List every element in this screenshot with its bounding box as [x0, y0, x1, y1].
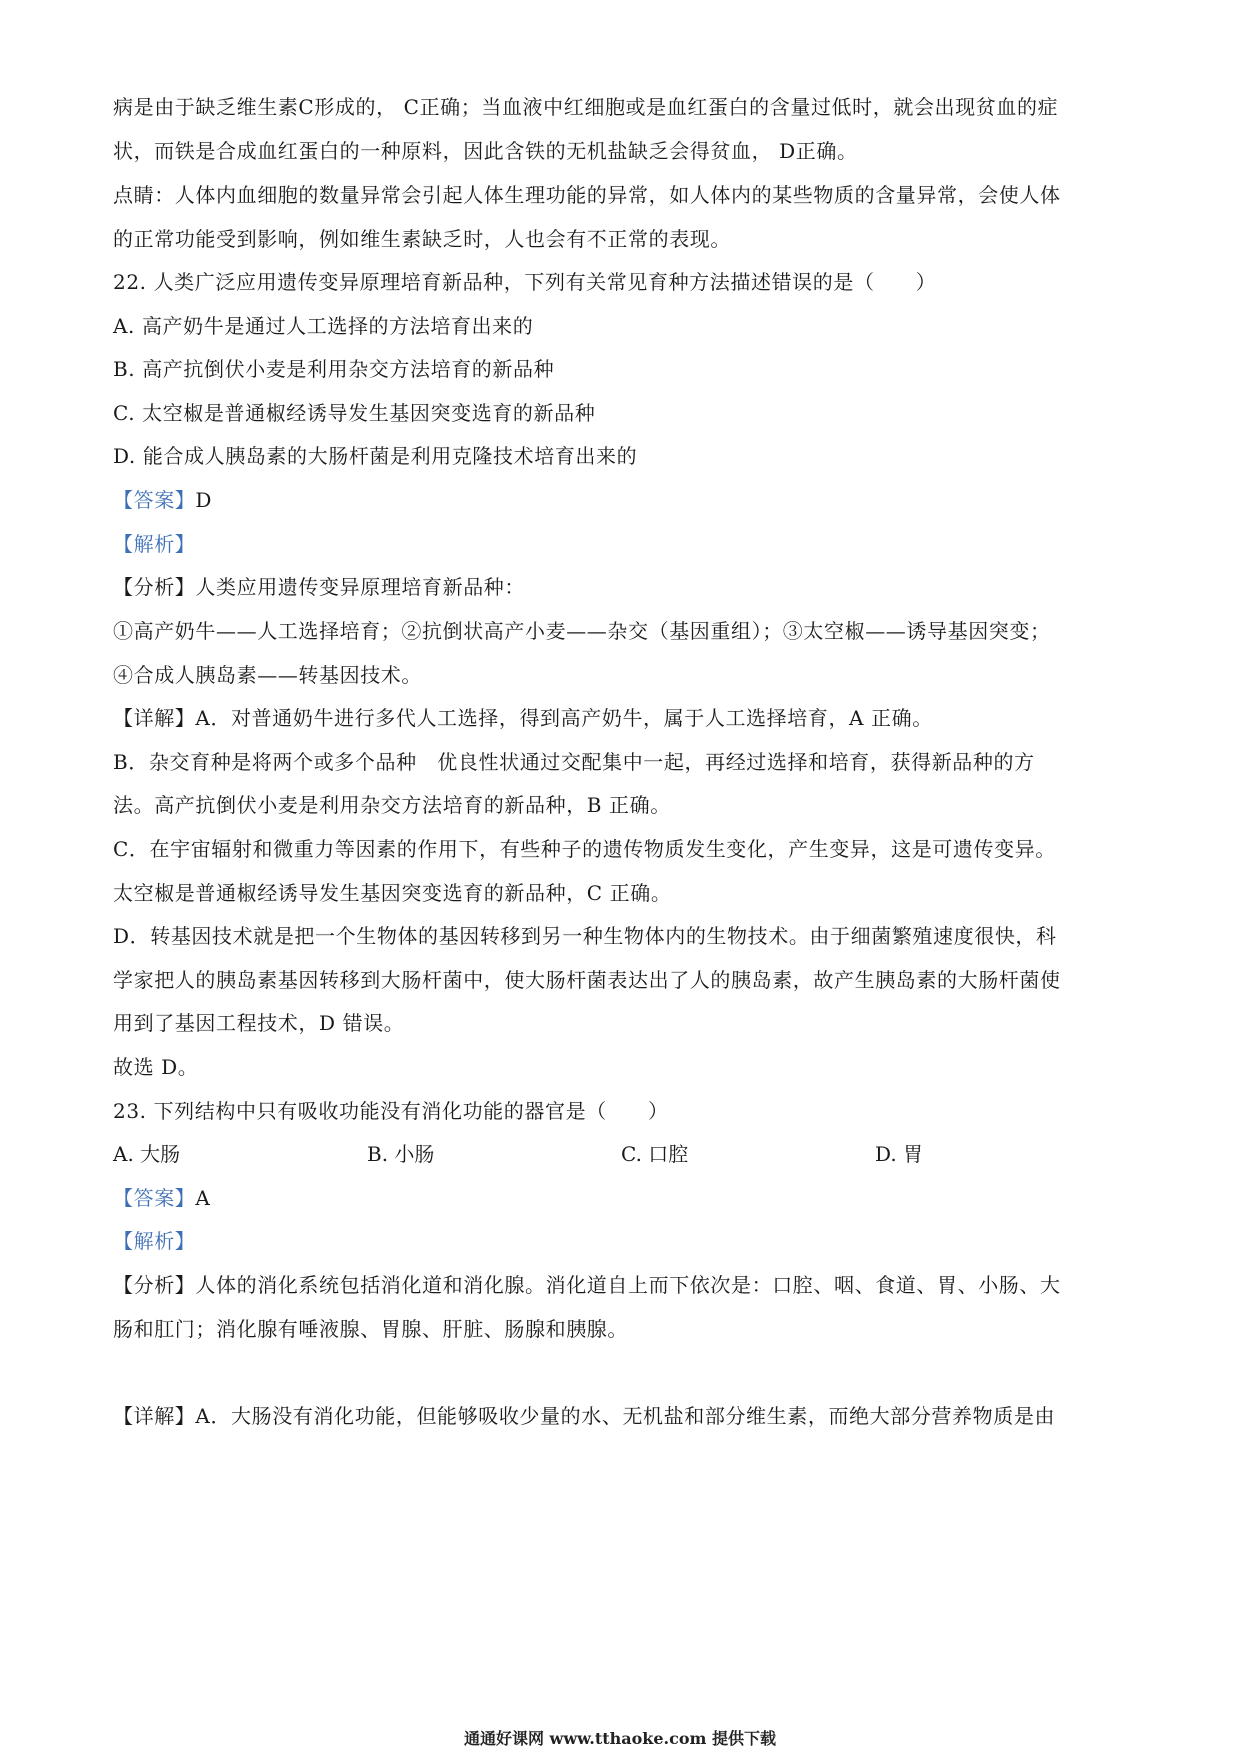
fenxi-text: 人体的消化系统包括消化道和消化腺。消化道自上而下依次是：口腔、咽、食道、胃、小肠、大: [195, 1273, 1061, 1297]
text-line: 故选 D。: [113, 1055, 199, 1079]
question-22-analysis: [113, 530, 195, 558]
question-22-option-d: D. 能合成人胰岛素的大肠杆菌是利用克隆技术培育出来的: [113, 444, 638, 468]
answer-tag: 【答案】: [113, 1186, 196, 1210]
text-line: 点睛：人体内血细胞的数量异常会引起人体生理功能的异常，如人体内的某些物质的含量异常，会使人体: [113, 183, 1061, 207]
text-line: ①高产奶牛——人工选择培育；②抗倒状高产小麦——杂交（基因重组）；③太空椒——诱导基因突变；: [113, 619, 1051, 643]
question-22-answer: [113, 486, 212, 514]
question-23-option-c: C. 口腔: [621, 1142, 689, 1166]
question-23-option-a: A. 大肠: [113, 1142, 181, 1166]
question-22-option-a: A. 高产奶牛是通过人工选择的方法培育出来的: [113, 314, 534, 338]
question-23-detail: [113, 1402, 1055, 1430]
answer-value: D: [195, 488, 213, 512]
text-line: 病是由于缺乏维生素C形成的， C正确；当血液中红细胞或是血红蛋白的含量过低时，就会出现贫血的症: [113, 95, 1059, 119]
question-23-fenxi: [113, 1271, 1061, 1299]
text-line: B．杂交育种是将两个或多个品种 优良性状通过交配集中一起，再经过选择和培育，获得新品种的方: [113, 750, 1035, 774]
fenxi-tag: 【分析】: [113, 1273, 196, 1297]
text-line: 法。高产抗倒伏小麦是利用杂交方法培育的新品种，B 正确。: [113, 793, 671, 817]
answer-value: A: [195, 1186, 211, 1210]
analysis-tag: 【解析】: [113, 1229, 196, 1253]
text-line: ④合成人胰岛素——转基因技术。: [113, 663, 422, 687]
question-22-fenxi: [113, 573, 525, 601]
analysis-tag: 【解析】: [113, 532, 196, 556]
fenxi-tag: 【分析】: [113, 575, 196, 599]
answer-tag: 【答案】: [113, 488, 196, 512]
text-line: 的正常功能受到影响，例如维生素缺乏时，人也会有不正常的表现。: [113, 227, 731, 251]
question-22-stem: 22. 人类广泛应用遗传变异原理培育新品种，下列有关常见育种方法描述错误的是（ ）: [113, 270, 937, 294]
question-22-detail: [113, 704, 933, 732]
detail-tag: 【详解】: [113, 706, 196, 730]
detail-tag: 【详解】: [113, 1404, 196, 1428]
question-23-answer: [113, 1184, 210, 1212]
question-22-option-b: B. 高产抗倒伏小麦是利用杂交方法培育的新品种: [113, 357, 555, 381]
question-23-option-b: B. 小肠: [367, 1142, 435, 1166]
text-line: 学家把人的胰岛素基因转移到大肠杆菌中，使大肠杆菌表达出了人的胰岛素，故产生胰岛素的大肠杆菌使: [113, 968, 1061, 992]
text-line: D．转基因技术就是把一个生物体的基因转移到另一种生物体内的生物技术。由于细菌繁殖速度很快，科: [113, 924, 1057, 948]
page-footer: 通通好课网 www.tthaoke.com 提供下载: [463, 1729, 777, 1748]
text-line: C．在宇宙辐射和微重力等因素的作用下，有些种子的遗传物质发生变化，产生变异，这是可遗传变异。: [113, 837, 1056, 861]
question-23-option-d: D. 胃: [875, 1142, 924, 1166]
question-22-option-c: C. 太空椒是普通椒经诱导发生基因突变选育的新品种: [113, 401, 596, 425]
detail-text: A．对普通奶牛进行多代人工选择，得到高产奶牛，属于人工选择培育，A 正确。: [195, 706, 933, 730]
text-line: 状，而铁是合成血红蛋白的一种原料，因此含铁的无机盐缺乏会得贫血， D正确。: [113, 139, 858, 163]
text-line: 太空椒是普通椒经诱导发生基因突变选育的新品种，C 正确。: [113, 881, 672, 905]
question-23-analysis: [113, 1227, 195, 1255]
detail-text: A．大肠没有消化功能，但能够吸收少量的水、无机盐和部分维生素，而绝大部分营养物质是由: [195, 1404, 1056, 1428]
text-line: 肠和肛门；消化腺有唾液腺、胃腺、肝脏、肠腺和胰腺。: [113, 1317, 628, 1341]
text-line: 用到了基因工程技术，D 错误。: [113, 1011, 405, 1035]
question-23-stem: 23. 下列结构中只有吸收功能没有消化功能的器官是（ ）: [113, 1099, 669, 1123]
fenxi-text: 人类应用遗传变异原理培育新品种：: [195, 575, 526, 599]
